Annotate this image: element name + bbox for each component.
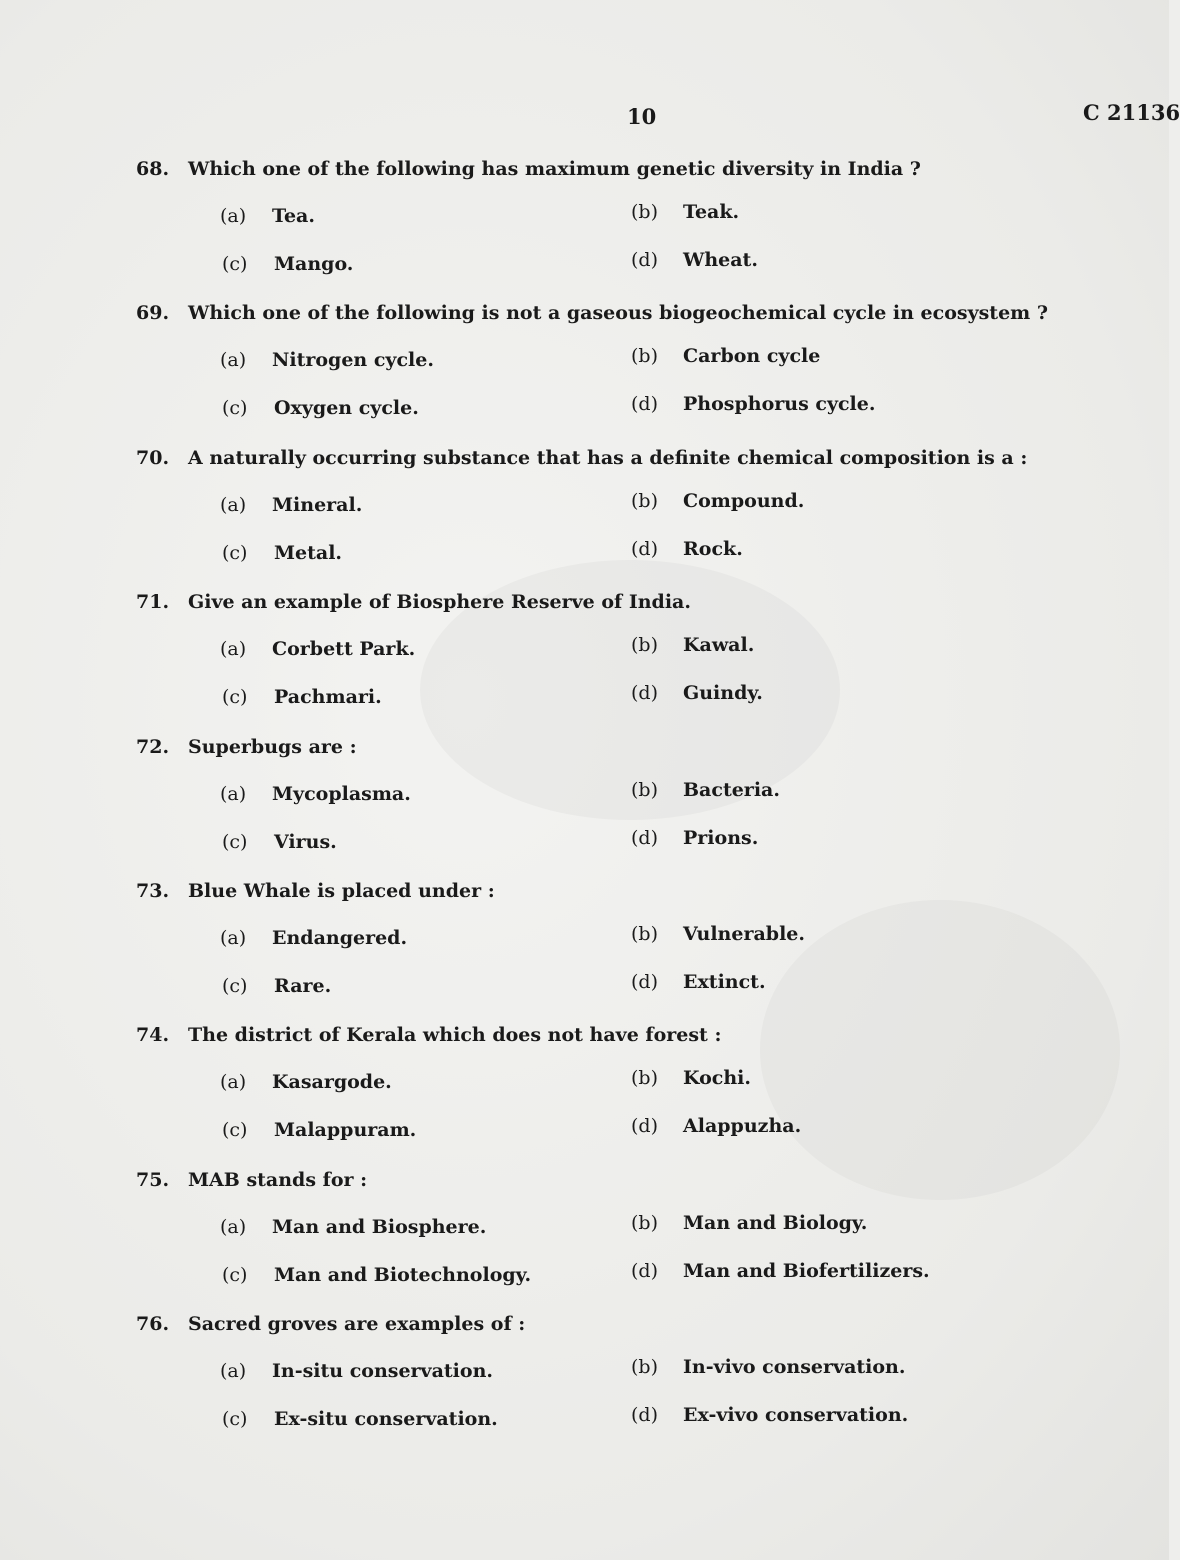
- option-text: Phosphorus cycle.: [683, 393, 876, 415]
- option-letter: (b): [631, 490, 658, 512]
- option-text: Man and Biosphere.: [272, 1216, 487, 1238]
- option-text: Oxygen cycle.: [274, 397, 419, 419]
- option-letter: (b): [631, 634, 658, 656]
- option-text: Endangered.: [272, 927, 408, 949]
- option-a: [220, 1071, 392, 1093]
- page-number: 10: [627, 104, 657, 129]
- option-c: [222, 1264, 531, 1286]
- option-text: Corbett Park.: [272, 638, 416, 660]
- option-text: Teak.: [683, 201, 740, 223]
- option-a: [220, 205, 315, 227]
- option-text: In-situ conservation.: [272, 1360, 494, 1382]
- option-d: [631, 827, 758, 849]
- option-d: [631, 1115, 801, 1137]
- question-68: [0, 158, 1169, 308]
- option-letter: (c): [222, 1264, 248, 1286]
- option-letter: (c): [222, 397, 248, 419]
- option-letter: (d): [631, 1260, 658, 1282]
- option-b: [631, 634, 754, 656]
- question-text: MAB stands for :: [188, 1169, 368, 1191]
- option-letter: (b): [631, 1212, 658, 1234]
- option-d: [631, 971, 766, 993]
- option-text: Metal.: [274, 542, 343, 564]
- option-a: [220, 927, 407, 949]
- option-letter: (a): [220, 1216, 247, 1238]
- option-b: [631, 1067, 751, 1089]
- option-text: Vulnerable.: [683, 923, 805, 945]
- option-c: [222, 686, 382, 708]
- option-letter: (a): [220, 205, 247, 227]
- option-text: Wheat.: [683, 249, 758, 271]
- option-text: Rare.: [274, 975, 332, 997]
- question-number: 69.: [136, 302, 170, 324]
- option-text: Man and Biology.: [683, 1212, 868, 1234]
- option-text: Alappuzha.: [683, 1115, 802, 1137]
- option-c: [222, 1408, 498, 1430]
- option-c: [222, 975, 331, 997]
- option-letter: (d): [631, 538, 658, 560]
- option-d: [631, 1260, 930, 1282]
- question-69: [0, 302, 1169, 452]
- option-b: [631, 923, 805, 945]
- option-letter: (b): [631, 1356, 658, 1378]
- question-number: 73.: [136, 880, 170, 902]
- option-text: Mycoplasma.: [272, 783, 411, 805]
- option-text: Kasargode.: [272, 1071, 392, 1093]
- option-text: Extinct.: [683, 971, 766, 993]
- question-74: [0, 1024, 1169, 1174]
- option-a: [220, 1360, 493, 1382]
- option-text: Carbon cycle: [683, 345, 821, 367]
- question-number: 74.: [136, 1024, 170, 1046]
- question-73: [0, 880, 1169, 1030]
- option-c: [222, 1119, 416, 1141]
- option-text: Man and Biotechnology.: [274, 1264, 532, 1286]
- option-letter: (c): [222, 975, 248, 997]
- option-d: [631, 1404, 908, 1426]
- option-letter: (a): [220, 1071, 247, 1093]
- option-letter: (b): [631, 779, 658, 801]
- question-number: 76.: [136, 1313, 170, 1335]
- option-letter: (a): [220, 638, 247, 660]
- option-a: [220, 783, 411, 805]
- option-letter: (b): [631, 345, 658, 367]
- option-d: [631, 393, 875, 415]
- question-number: 75.: [136, 1169, 170, 1191]
- question-number: 71.: [136, 591, 170, 613]
- option-text: Bacteria.: [683, 779, 780, 801]
- option-text: Kawal.: [683, 634, 755, 656]
- option-letter: (c): [222, 1119, 248, 1141]
- option-b: [631, 1212, 867, 1234]
- option-letter: (a): [220, 494, 247, 516]
- question-text: Give an example of Biosphere Reserve of India.: [188, 591, 691, 613]
- option-letter: (d): [631, 971, 658, 993]
- question-76: [0, 1313, 1169, 1463]
- option-text: Guindy.: [683, 682, 763, 704]
- option-a: [220, 638, 415, 660]
- option-letter: (d): [631, 1115, 658, 1137]
- option-c: [222, 542, 342, 564]
- option-text: Malappuram.: [274, 1119, 417, 1141]
- paper-code: C 21136: [1083, 100, 1180, 125]
- question-text: Which one of the following is not a gaseous biogeochemical cycle in ecosystem ?: [188, 302, 1049, 324]
- question-number: 70.: [136, 447, 170, 469]
- option-text: Nitrogen cycle.: [272, 349, 434, 371]
- question-text: Superbugs are :: [188, 736, 357, 758]
- option-text: Compound.: [683, 490, 805, 512]
- option-letter: (c): [222, 686, 248, 708]
- question-text: The district of Kerala which does not have forest :: [188, 1024, 722, 1046]
- option-text: In-vivo conservation.: [683, 1356, 906, 1378]
- question-number: 68.: [136, 158, 170, 180]
- option-letter: (b): [631, 1067, 658, 1089]
- question-text: Sacred groves are examples of :: [188, 1313, 526, 1335]
- question-75: [0, 1169, 1169, 1319]
- option-text: Pachmari.: [274, 686, 382, 708]
- option-text: Rock.: [683, 538, 743, 560]
- question-text: A naturally occurring substance that has a definite chemical composition is a :: [188, 447, 1028, 469]
- question-71: [0, 591, 1169, 741]
- option-text: Man and Biofertilizers.: [683, 1260, 930, 1282]
- option-b: [631, 779, 780, 801]
- option-b: [631, 201, 739, 223]
- option-letter: (d): [631, 682, 658, 704]
- question-text: Which one of the following has maximum genetic diversity in India ?: [188, 158, 921, 180]
- option-letter: (a): [220, 349, 247, 371]
- option-d: [631, 249, 758, 271]
- option-a: [220, 494, 362, 516]
- option-c: [222, 397, 419, 419]
- option-text: Prions.: [683, 827, 759, 849]
- option-letter: (a): [220, 927, 247, 949]
- option-letter: (b): [631, 201, 658, 223]
- option-b: [631, 345, 820, 367]
- option-letter: (a): [220, 1360, 247, 1382]
- option-d: [631, 538, 743, 560]
- option-text: Mineral.: [272, 494, 363, 516]
- question-text: Blue Whale is placed under :: [188, 880, 495, 902]
- option-letter: (d): [631, 827, 658, 849]
- option-letter: (d): [631, 249, 658, 271]
- option-letter: (c): [222, 1408, 248, 1430]
- option-letter: (c): [222, 831, 248, 853]
- option-letter: (c): [222, 542, 248, 564]
- option-letter: (d): [631, 393, 658, 415]
- option-c: [222, 831, 337, 853]
- option-letter: (c): [222, 253, 248, 275]
- option-text: Mango.: [274, 253, 354, 275]
- option-d: [631, 682, 763, 704]
- option-a: [220, 349, 434, 371]
- option-text: Ex-vivo conservation.: [683, 1404, 909, 1426]
- option-c: [222, 253, 353, 275]
- question-70: [0, 447, 1169, 597]
- option-letter: (a): [220, 783, 247, 805]
- option-b: [631, 1356, 905, 1378]
- option-letter: (d): [631, 1404, 658, 1426]
- option-text: Kochi.: [683, 1067, 751, 1089]
- option-text: Tea.: [272, 205, 315, 227]
- question-72: [0, 736, 1169, 886]
- question-number: 72.: [136, 736, 170, 758]
- option-letter: (b): [631, 923, 658, 945]
- option-b: [631, 490, 804, 512]
- option-text: Ex-situ conservation.: [274, 1408, 498, 1430]
- option-text: Virus.: [274, 831, 337, 853]
- option-a: [220, 1216, 486, 1238]
